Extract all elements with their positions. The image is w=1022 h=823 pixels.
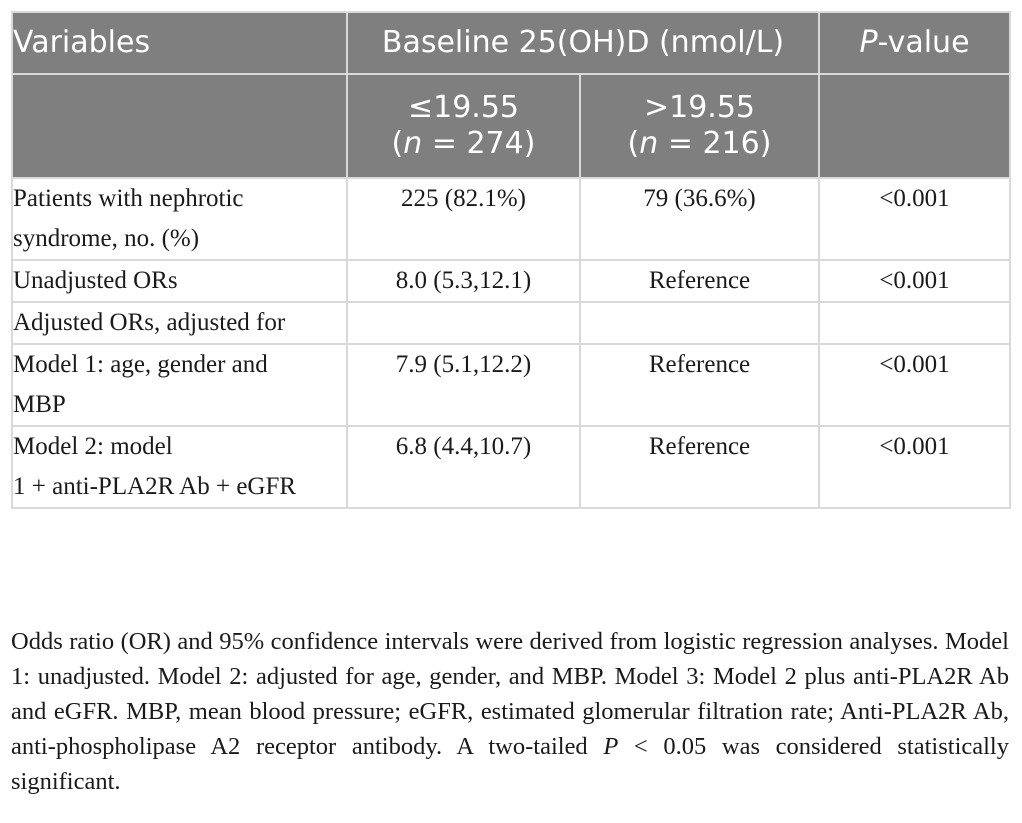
row-label: Unadjusted ORs	[12, 260, 347, 302]
row-high-value: Reference	[580, 426, 819, 508]
row-p-value: <0.001	[819, 178, 1010, 260]
row-high-value: 79 (36.6%)	[580, 178, 819, 260]
row-low-value: 6.8 (4.4,10.7)	[347, 426, 580, 508]
table-row	[12, 178, 1010, 260]
header-high-open: (	[627, 126, 640, 161]
footnote-part1: Odds ratio (OR) and 95% confidence intervals were derived from logistic regression analyses. Model 1: unadjusted. Model 2: adjusted for age, gender, and MBP. Model 3: Model 2 plus anti-PLA2R Ab and eGFR. MBP, mean blood pressure; eGFR, estimated glomerular filtration rate; Anti-PLA2R Ab, anti-phospholipase A2 receptor antibody. A two-tailed	[11, 628, 1009, 760]
header-p-italic: P	[859, 25, 878, 60]
row-p-value: <0.001	[819, 344, 1010, 426]
header-blank-left	[12, 74, 347, 178]
row-low-value: 8.0 (5.3,12.1)	[347, 260, 580, 302]
header-low-threshold: ≤19.55	[407, 90, 520, 125]
row-p-value	[819, 302, 1010, 344]
row-high-value: Reference	[580, 260, 819, 302]
footnote-p-italic: P	[603, 733, 619, 760]
header-blank-right	[819, 74, 1010, 178]
header-high-group	[580, 74, 819, 178]
header-low-group	[347, 74, 580, 178]
header-low-rest: = 274)	[422, 126, 536, 161]
header-variables: Variables	[12, 12, 347, 74]
row-low-value: 225 (82.1%)	[347, 178, 580, 260]
header-low-count	[348, 126, 579, 162]
row-low-value	[347, 302, 580, 344]
row-label-line1: Model 2: model	[13, 433, 173, 460]
header-high-rest: = 216)	[658, 126, 772, 161]
row-label-line2: syndrome, no. (%)	[13, 225, 200, 252]
row-p-value: <0.001	[819, 426, 1010, 508]
header-row-2	[12, 74, 1010, 178]
header-high-n: n	[639, 126, 659, 161]
table-row	[12, 426, 1010, 508]
row-label-line1: Patients with nephrotic	[13, 185, 244, 212]
row-p-value: <0.001	[819, 260, 1010, 302]
table-row	[12, 260, 1010, 302]
row-label	[12, 426, 347, 508]
header-row-1	[12, 12, 1010, 74]
table-row	[12, 302, 1010, 344]
table-row	[12, 344, 1010, 426]
footnote-part2: < 0.05 was considered statistically significant.	[11, 733, 1009, 795]
row-high-value	[580, 302, 819, 344]
header-high-threshold: >19.55	[643, 90, 756, 125]
row-label	[12, 178, 347, 260]
header-baseline-group: Baseline 25(OH)D (nmol/L)	[347, 12, 819, 74]
row-low-value: 7.9 (5.1,12.2)	[347, 344, 580, 426]
row-high-value: Reference	[580, 344, 819, 426]
header-low-n: n	[403, 126, 423, 161]
row-label-line2: MBP	[13, 391, 66, 418]
results-table	[11, 11, 1011, 509]
header-high-count	[581, 126, 818, 162]
header-p-rest: -value	[877, 25, 970, 60]
row-label-line1: Model 1: age, gender and	[13, 351, 268, 378]
header-low-open: (	[391, 126, 404, 161]
row-label	[12, 344, 347, 426]
row-label-line2: 1 + anti-PLA2R Ab + eGFR	[13, 473, 297, 500]
header-p-value	[819, 12, 1010, 74]
row-label: Adjusted ORs, adjusted for	[12, 302, 347, 344]
table-footnote	[11, 624, 1009, 799]
